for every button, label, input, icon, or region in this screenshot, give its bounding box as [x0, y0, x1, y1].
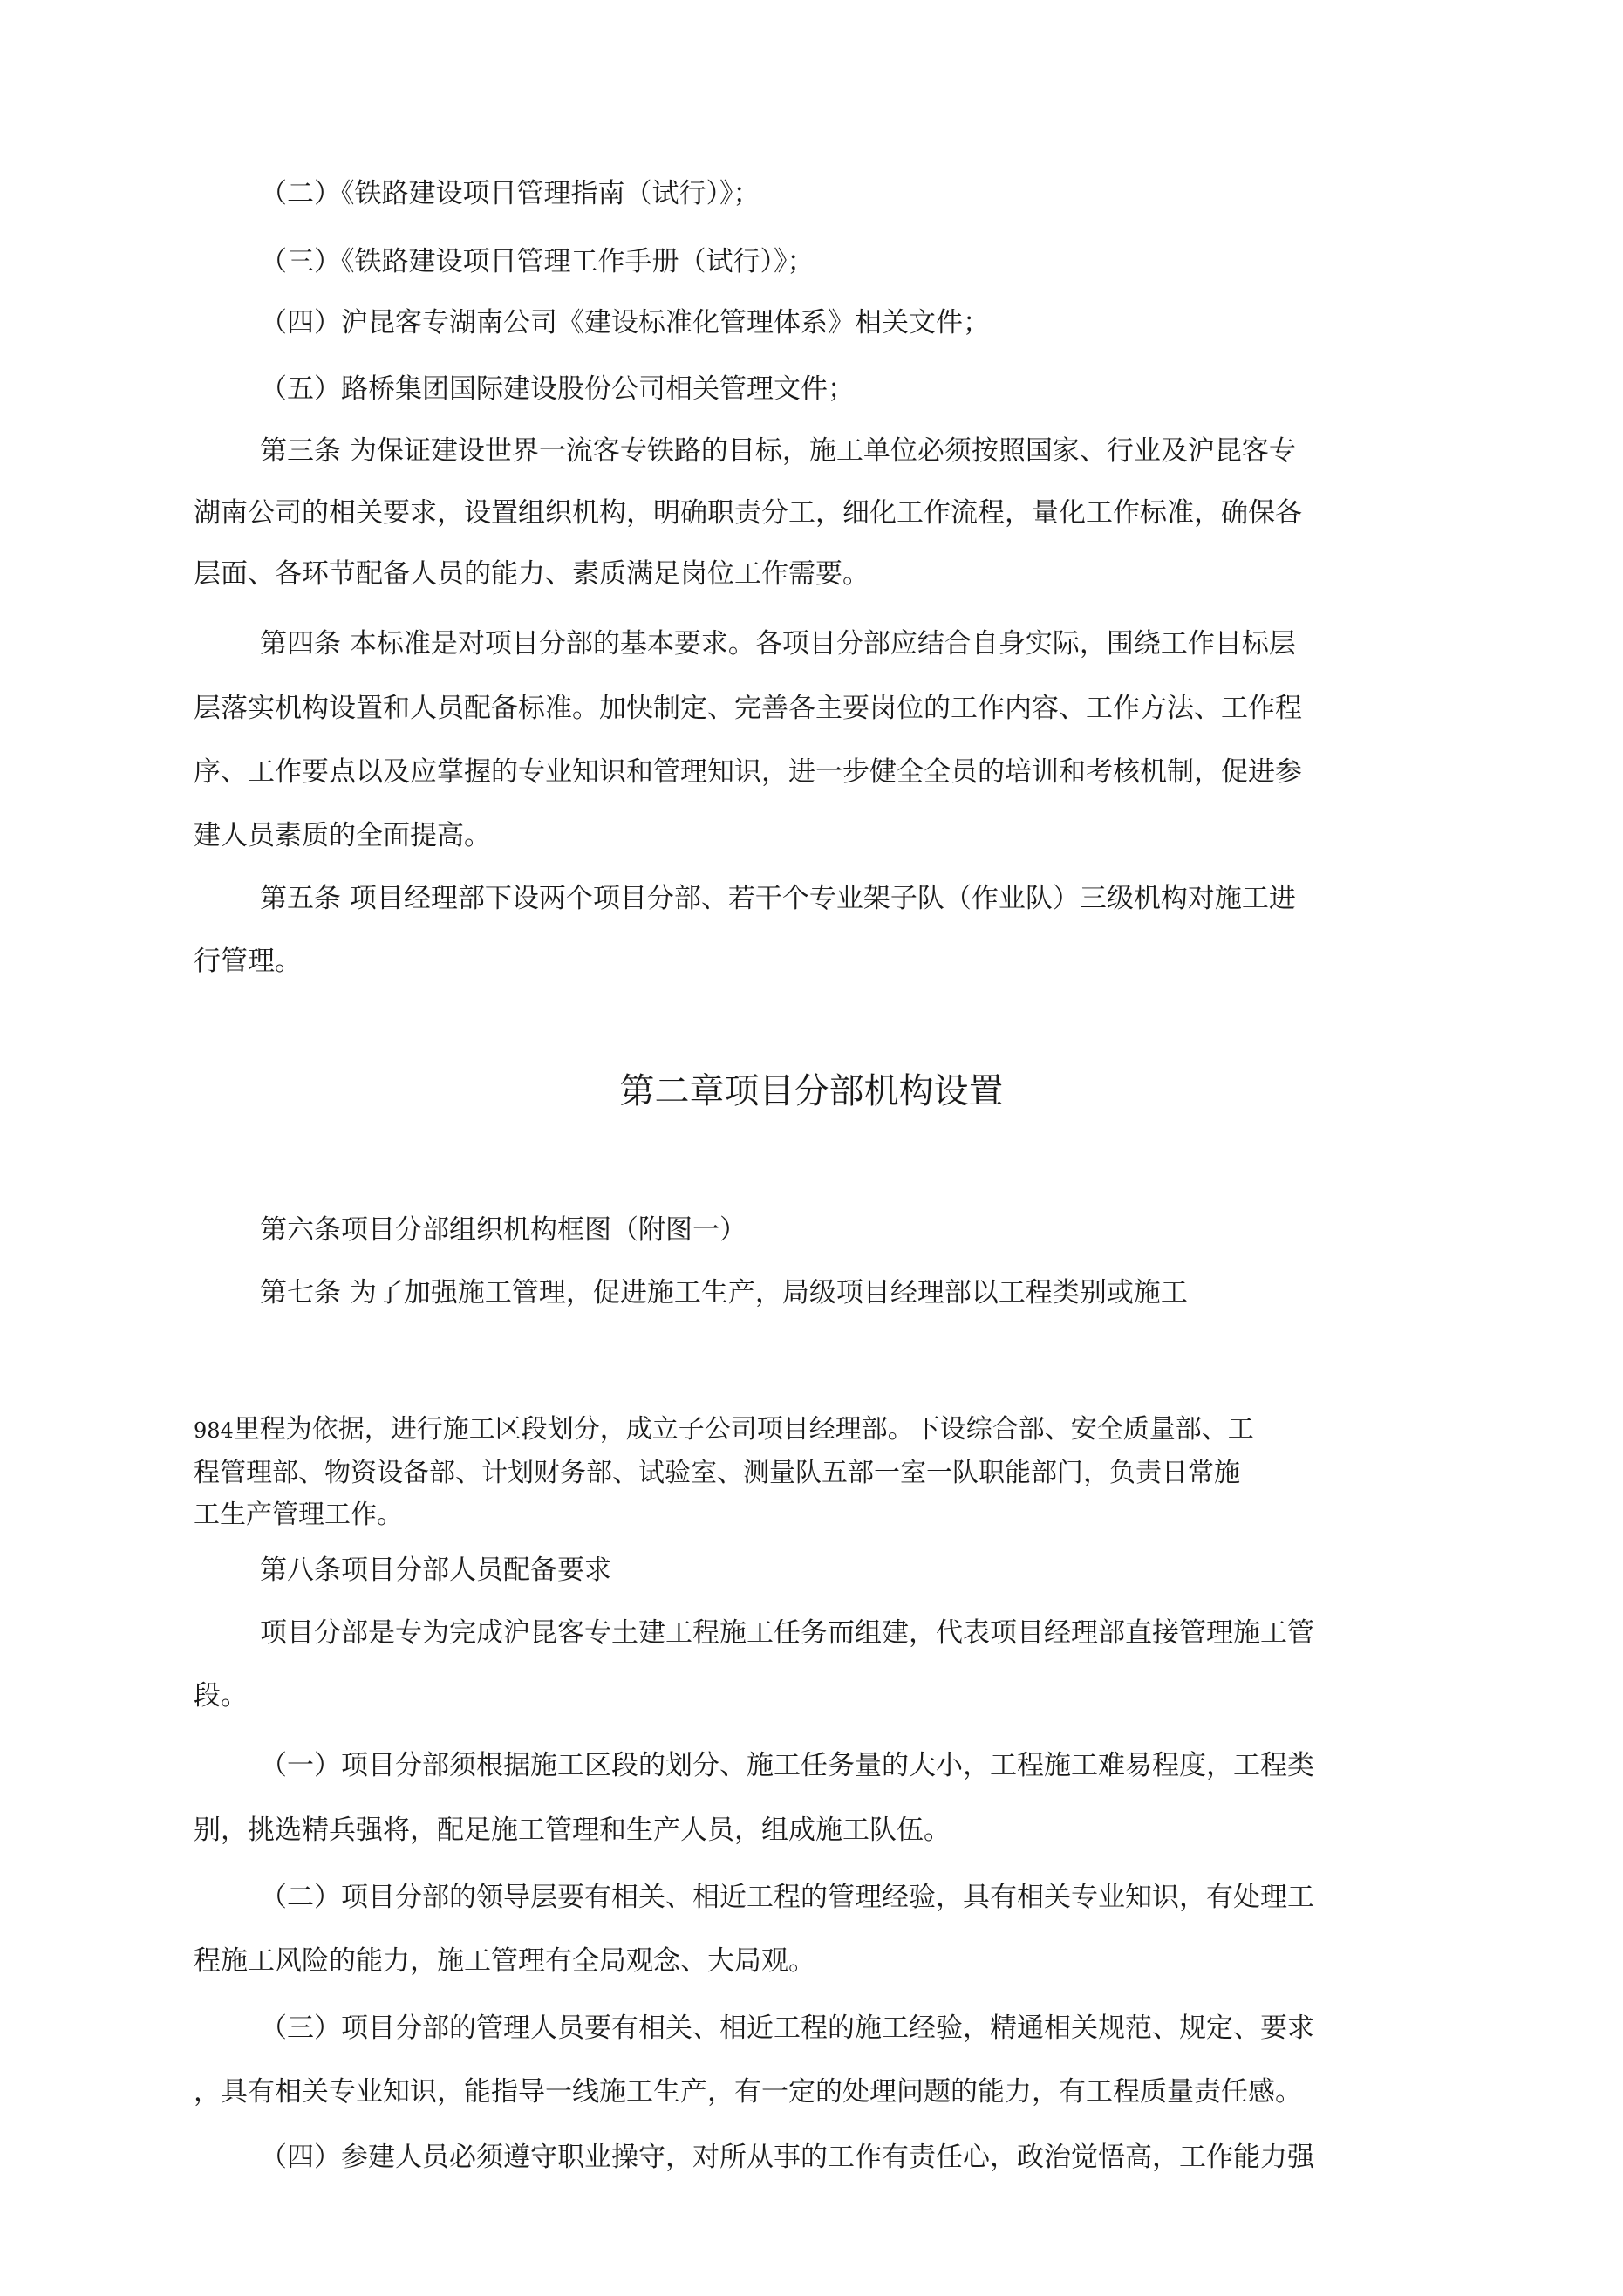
article4-line-2: 层落实机构设置和人员配备标准。加快制定、完善各主要岗位的工作内容、工作方法、工作程 [194, 693, 1302, 724]
article5-line-2: 行管理。 [194, 946, 302, 977]
article4-line-4: 建人员素质的全面提高。 [194, 820, 491, 851]
item1-line-1: （一）项目分部须根据施工区段的划分、施工任务量的大小，工程施工难易程度，工程类 [260, 1750, 1314, 1781]
article7-line-4: 工生产管理工作。 [194, 1500, 403, 1530]
item4-line-1: （四）参建人员必须遵守职业操守，对所从事的工作有责任心，政治觉悟高，工作能力强 [260, 2142, 1314, 2173]
article7-text: 里程为依据，进行施工区段划分，成立子公司项目经理部。下设综合部、安全质量部、工 [233, 1414, 1254, 1445]
article7-line-1: 第七条 为了加强施工管理，促进施工生产，局级项目经理部以工程类别或施工 [260, 1277, 1188, 1309]
item2-line-2: 程施工风险的能力，施工管理有全局观念、大局观。 [194, 1945, 815, 1977]
article7-line-3: 程管理部、物资设备部、计划财务部、试验室、测量队五部一室一队职能部门，负责日常施 [194, 1458, 1240, 1488]
page-number: 984 [194, 1418, 234, 1443]
list-item-4: （四）沪昆客专湖南公司《建设标准化管理体系》相关文件； [260, 307, 990, 338]
item2-line-1: （二）项目分部的领导层要有相关、相近工程的管理经验，具有相关专业知识，有处理工 [260, 1882, 1314, 1913]
article8-intro-line-2: 段。 [194, 1680, 248, 1712]
article5-line-1: 第五条 项目经理部下设两个项目分部、若干个专业架子队（作业队）三级机构对施工进 [260, 883, 1296, 914]
article7-line-2 [194, 1413, 1254, 1447]
article8-intro-line-1: 项目分部是专为完成沪昆客专土建工程施工任务而组建，代表项目经理部直接管理施工管 [260, 1617, 1314, 1649]
item3-line-1: （三）项目分部的管理人员要有相关、相近工程的施工经验，精通相关规范、规定、要求 [260, 2012, 1314, 2044]
chapter-title: 第二章项目分部机构设置 [619, 1071, 1004, 1111]
list-item-5: （五）路桥集团国际建设股份公司相关管理文件； [260, 373, 855, 405]
article4-line-3: 序、工作要点以及应掌握的专业知识和管理知识，进一步健全全员的培训和考核机制，促进参 [194, 756, 1302, 788]
article3-line-3: 层面、各环节配备人员的能力、素质满足岗位工作需要。 [194, 558, 869, 590]
article4-line-1: 第四条 本标准是对项目分部的基本要求。各项目分部应结合自身实际，围绕工作目标层 [260, 628, 1296, 659]
article3-line-2: 湖南公司的相关要求，设置组织机构，明确职责分工，细化工作流程，量化工作标准，确保各 [194, 497, 1302, 529]
list-item-2: （二）《铁路建设项目管理指南（试行）》； [260, 178, 760, 209]
list-item-3: （三）《铁路建设项目管理工作手册（试行）》； [260, 246, 815, 277]
article6: 第六条项目分部组织机构框图（附图一） [260, 1214, 747, 1246]
article8: 第八条项目分部人员配备要求 [260, 1555, 611, 1586]
item3-line-2: ，具有相关专业知识，能指导一线施工生产，有一定的处理问题的能力，有工程质量责任感。 [194, 2076, 1302, 2108]
article3-line-1: 第三条 为保证建设世界一流客专铁路的目标，施工单位必须按照国家、行业及沪昆客专 [260, 435, 1296, 467]
item1-line-2: 别，挑选精兵强将，配足施工管理和生产人员，组成施工队伍。 [194, 1814, 951, 1846]
